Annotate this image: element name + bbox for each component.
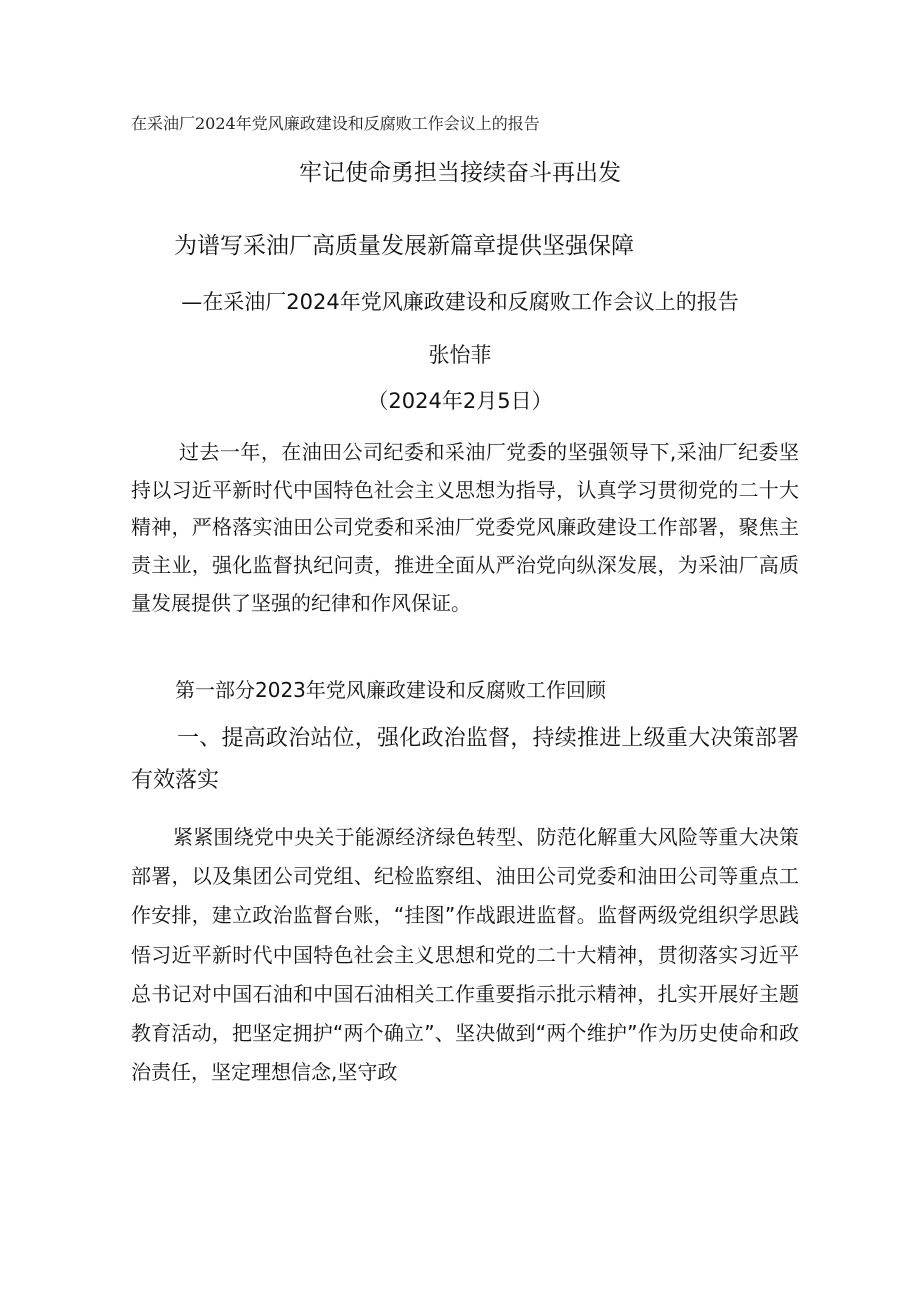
title-line-2: 为谱写采油厂高质量发展新篇章提供坚强保障	[174, 233, 634, 259]
title-line-1: 牢记使命勇担当接续奋斗再出发	[299, 160, 621, 186]
intro-paragraph: 过去一年，在油田公司纪委和采油厂党委的坚强领导下,采油厂纪委坚持以习近平新时代中国特色社会主义思想为指导，认真学习贯彻党的二十大精神，严格落实油田公司党委和采油厂党委党风廉政建设工作部署，聚焦主责主业，强化监督执纪问责，推进全面从严治党向纵深发展，为采油厂高质量发展提供了坚强的纪律和作风保证。	[131, 440, 799, 615]
author-name: 张怡菲	[428, 343, 492, 367]
running-header: 在采油厂2024年党风廉政建设和反腐败工作会议上的报告	[131, 114, 540, 133]
subheading: 一、提高政治站位，强化政治监督，持续推进上级重大决策部署有效落实	[131, 726, 799, 793]
body-paragraph: 紧紧围绕党中央关于能源经济绿色转型、防范化解重大风险等重大决策部署，以及集团公司党组、纪检监察组、油田公司党委和油田公司等重点工作安排，建立政治监督台账，“挂图”作战跟进监督。监督两级党组织学思践悟习近平新时代中国特色社会主义思想和党的二十大精神，贯彻落实习近平总书记对中国石油和中国石油相关工作重要指示批示精神，扎实开展好主题教育活动，把坚定拥护“两个确立”、坚决做到“两个维护”作为历史使命和政治责任，坚定理想信念,坚守政	[131, 825, 799, 1085]
section-heading: 第一部分2023年党风廉政建设和反腐败工作回顾	[175, 678, 606, 702]
report-subtitle: —在采油厂2024年党风廉政建设和反腐败工作会议上的报告	[181, 290, 739, 314]
report-date: （2024年2月5日）	[367, 389, 553, 413]
